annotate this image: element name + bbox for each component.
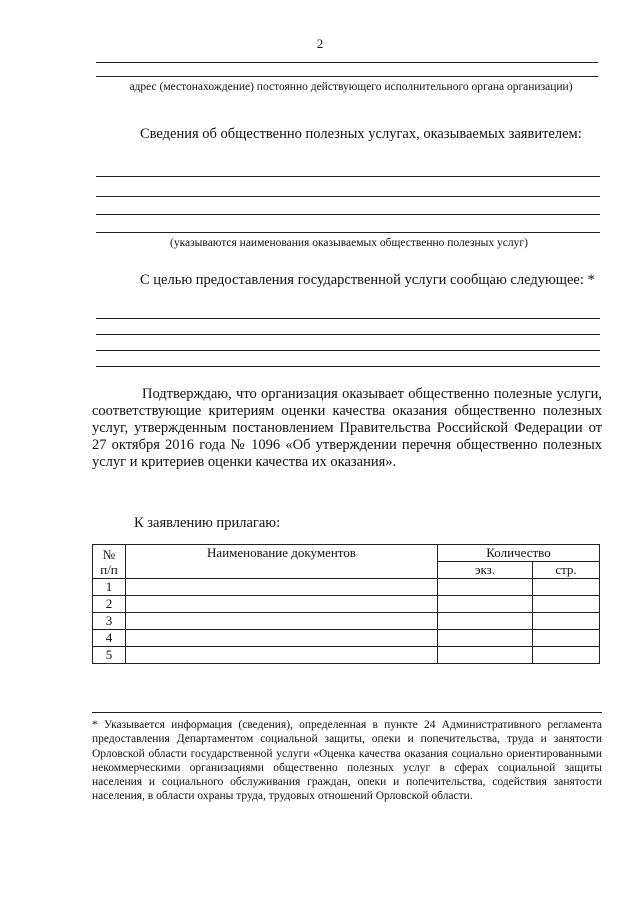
- address-line-2: [96, 76, 598, 77]
- page-number: 2: [316, 36, 324, 51]
- pages-cell[interactable]: [533, 613, 600, 630]
- address-line-1: [96, 62, 598, 63]
- header-copies: экз.: [438, 562, 533, 579]
- table-row: [93, 596, 600, 613]
- table-row: [93, 630, 600, 647]
- row-number: 1: [93, 579, 126, 596]
- services-line-2: [96, 196, 600, 197]
- footnote-text: * Указывается информация (сведения), определенная в пункте 24 Административного регламента предоставления Департаментом социальной защиты, опеки и попечительства, труда и занятости Орловской области государственной услуги «Оценка качества оказания социально ориентированными некоммерческими организациями общественно полезных услуг в сферах социальной защиты населения и социального обслуживания граждан, опеки и попечительства, содействия занятости населения, в области охраны труда, трудовых отношений Орловской области.: [92, 719, 602, 803]
- services-line-4: [96, 232, 600, 233]
- row-number: 3: [93, 613, 126, 630]
- pages-cell[interactable]: [533, 596, 600, 613]
- document-name-cell[interactable]: [126, 596, 438, 613]
- table-row: [93, 579, 600, 596]
- pages-cell[interactable]: [533, 579, 600, 596]
- document-name-cell[interactable]: [126, 630, 438, 647]
- copies-cell[interactable]: [438, 630, 533, 647]
- attachments-intro: К заявлению прилагаю:: [134, 515, 281, 531]
- row-number: 4: [93, 630, 126, 647]
- table-row: [93, 613, 600, 630]
- header-pages: стр.: [533, 562, 600, 579]
- purpose-line-1: [96, 318, 600, 319]
- copies-cell[interactable]: [438, 613, 533, 630]
- document-name-cell[interactable]: [126, 647, 438, 664]
- documents-table: [92, 544, 600, 664]
- purpose-line-4: [96, 366, 600, 367]
- services-line-1: [96, 176, 600, 177]
- services-line-3: [96, 214, 600, 215]
- pages-cell[interactable]: [533, 630, 600, 647]
- organ-address-caption: адрес (местонахождение) постоянно действующего исполнительного органа организации): [129, 81, 573, 93]
- row-number: 2: [93, 596, 126, 613]
- row-number: 5: [93, 647, 126, 664]
- copies-cell[interactable]: [438, 647, 533, 664]
- copies-cell[interactable]: [438, 596, 533, 613]
- table-row: [93, 647, 600, 664]
- footnote-separator: [92, 712, 602, 713]
- purpose-line-2: [96, 334, 600, 335]
- pages-cell[interactable]: [533, 647, 600, 664]
- document-name-cell[interactable]: [126, 579, 438, 596]
- purpose-intro: С целью предоставления государственной услуги сообщаю следующее: *: [140, 272, 595, 288]
- header-document-name: Наименование документов: [126, 545, 438, 579]
- services-caption: (указываются наименования оказываемых общественно полезных услуг): [170, 237, 528, 249]
- confirmation-text: Подтверждаю, что организация оказывает общественно полезные услуги, соответствующие критериям оценки качества оказания общественно полезных услуг, утвержденным постановлением Правительства Российской Федерации от 27 октября 2016 года № 1096 «Об утверждении перечня общественно полезных услуг и критериев оценки качества их оказания».: [92, 386, 602, 470]
- header-quantity: Количество: [438, 545, 600, 562]
- document-name-cell[interactable]: [126, 613, 438, 630]
- copies-cell[interactable]: [438, 579, 533, 596]
- purpose-line-3: [96, 350, 600, 351]
- services-intro: Сведения об общественно полезных услугах, оказываемых заявителем:: [140, 126, 582, 142]
- header-num: № п/п: [93, 545, 126, 579]
